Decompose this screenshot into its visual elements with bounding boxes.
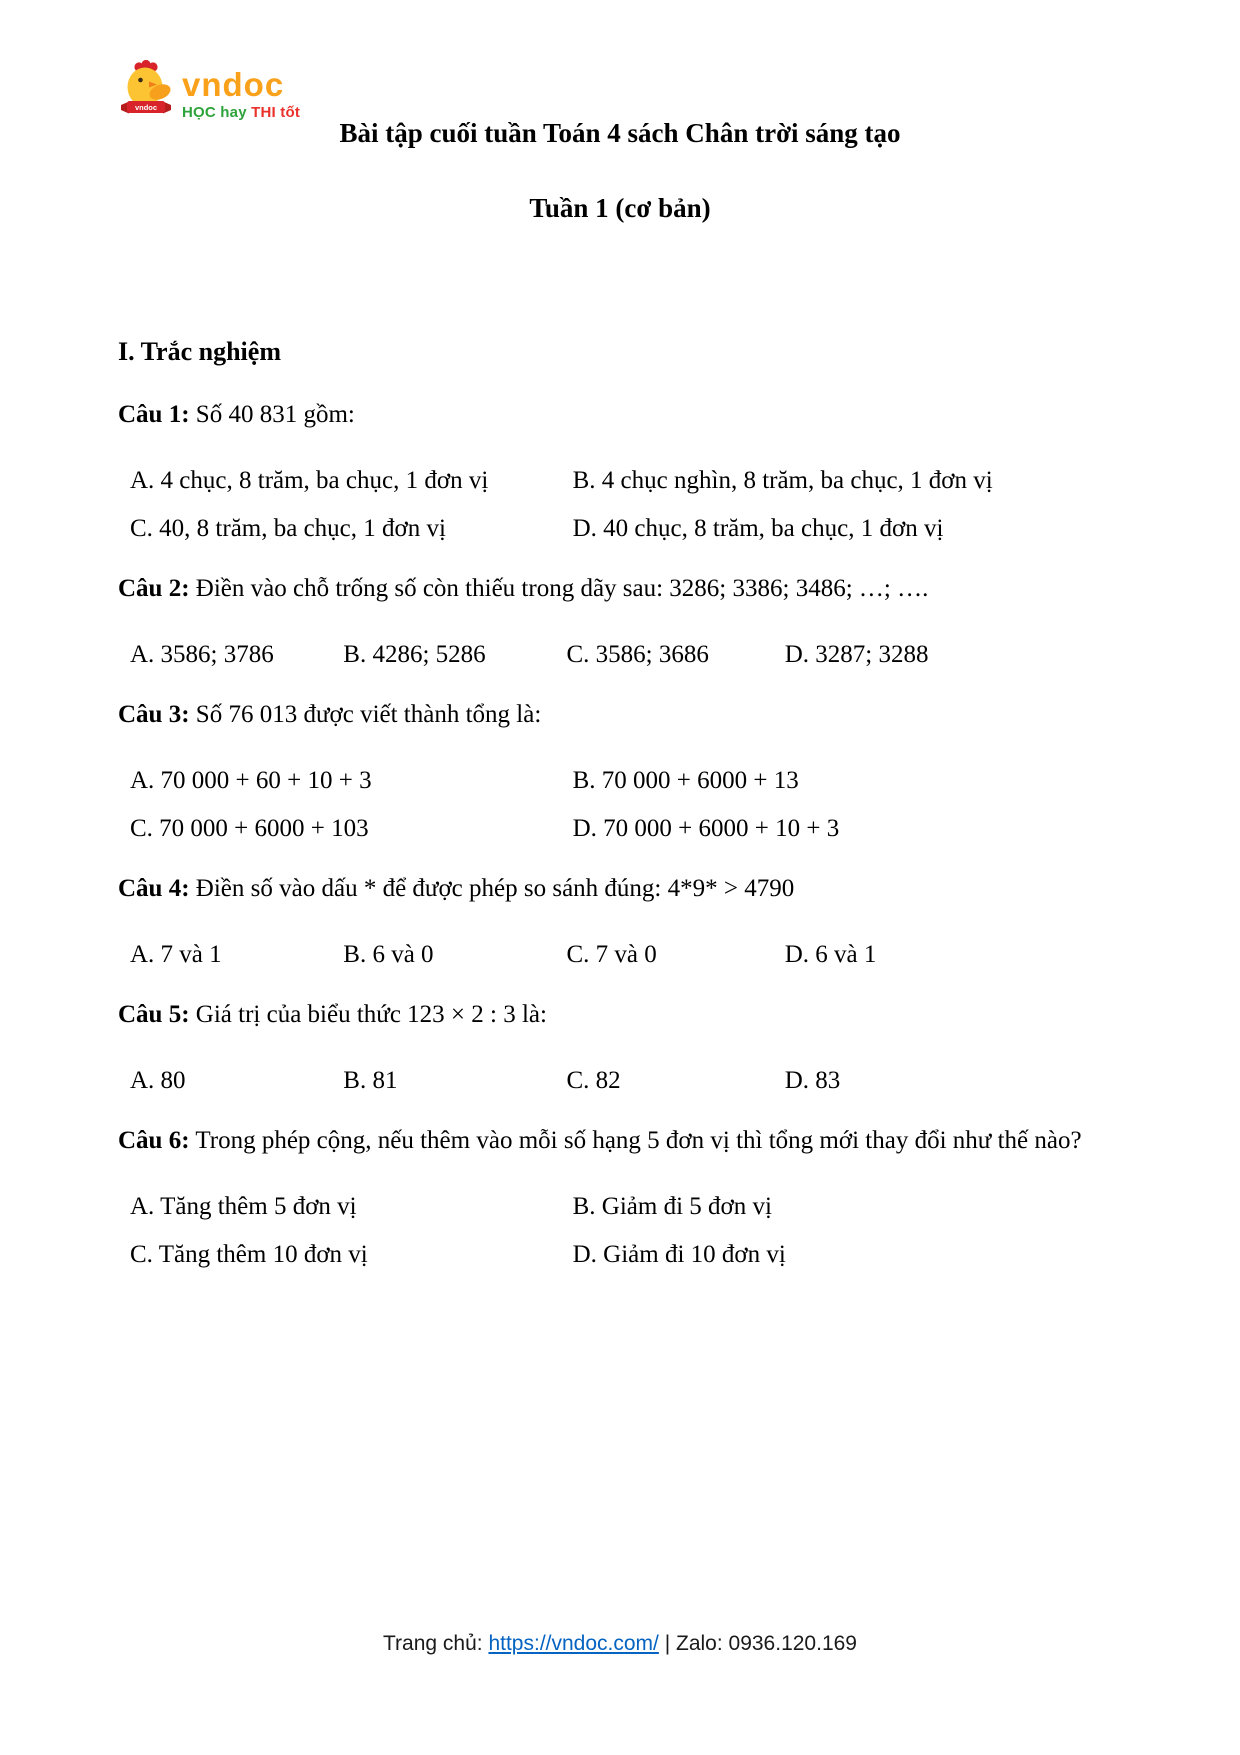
q1-option-c: C. 40, 8 trăm, ba chục, 1 đơn vị xyxy=(130,515,446,542)
q4-option-b: B. 6 và 0 xyxy=(343,941,434,968)
question-5-text: Giá trị của biểu thức 123 × 2 : 3 là: xyxy=(195,1001,547,1028)
question-6-options xyxy=(118,1183,1122,1279)
document-body xyxy=(118,0,1122,1279)
footer-home-link[interactable]: https://vndoc.com/ xyxy=(488,1632,659,1655)
q1-option-b: B. 4 chục nghìn, 8 trăm, ba chục, 1 đơn vị xyxy=(572,467,993,494)
question-4 xyxy=(118,863,1122,915)
tagline-red: THI tốt xyxy=(251,104,301,121)
q5-option-c: C. 82 xyxy=(566,1067,621,1094)
question-block-4 xyxy=(118,863,1122,979)
question-1 xyxy=(118,389,1122,441)
q3-option-d: D. 70 000 + 6000 + 10 + 3 xyxy=(572,815,840,842)
brand-tagline xyxy=(182,104,300,121)
question-2-options xyxy=(118,631,1122,679)
question-3 xyxy=(118,689,1122,741)
question-2-label: Câu 2: xyxy=(118,575,190,602)
question-3-text: Số 76 013 được viết thành tổng là: xyxy=(195,701,542,728)
question-2 xyxy=(118,563,1122,615)
q5-option-b: B. 81 xyxy=(343,1067,398,1094)
footer-zalo-text: | Zalo: 0936.120.169 xyxy=(658,1632,857,1655)
brand-text: vndoc xyxy=(182,66,285,103)
question-1-options xyxy=(118,457,1122,553)
q2-option-a: A. 3586; 3786 xyxy=(130,641,274,668)
q3-option-c: C. 70 000 + 6000 + 103 xyxy=(130,815,369,842)
question-1-text: Số 40 831 gồm: xyxy=(195,401,355,428)
question-5-label: Câu 5: xyxy=(118,1001,190,1028)
question-6-text: Trong phép cộng, nếu thêm vào mỗi số hạng 5 đơn vị thì tổng mới thay đổi như thế nào? xyxy=(195,1127,1082,1154)
q5-option-d: D. 83 xyxy=(784,1067,841,1094)
q6-option-a: A. Tăng thêm 5 đơn vị xyxy=(130,1193,357,1220)
question-block-3 xyxy=(118,689,1122,853)
q2-option-c: C. 3586; 3686 xyxy=(566,641,709,668)
page-subtitle: Tuần 1 (cơ bản) xyxy=(529,193,711,223)
q6-option-b: B. Giảm đi 5 đơn vị xyxy=(572,1193,772,1220)
question-5 xyxy=(118,989,1122,1041)
q2-option-d: D. 3287; 3288 xyxy=(784,641,929,668)
page-footer xyxy=(0,1632,1240,1656)
question-block-1 xyxy=(118,389,1122,553)
q1-option-d: D. 40 chục, 8 trăm, ba chục, 1 đơn vị xyxy=(572,515,944,542)
q4-option-d: D. 6 và 1 xyxy=(784,941,877,968)
question-2-text: Điền vào chỗ trống số còn thiếu trong dãy sau: 3286; 3386; 3486; …; …. xyxy=(195,575,929,602)
q6-option-c: C. Tăng thêm 10 đơn vị xyxy=(130,1241,368,1268)
question-6-label: Câu 6: xyxy=(118,1127,190,1154)
ribbon-text: vndoc xyxy=(134,103,158,112)
q4-option-c: C. 7 và 0 xyxy=(566,941,657,968)
question-5-options xyxy=(118,1057,1122,1105)
question-6 xyxy=(118,1115,1122,1167)
q1-option-a: A. 4 chục, 8 trăm, ba chục, 1 đơn vị xyxy=(130,467,489,494)
tagline-green: HỌC hay xyxy=(182,104,247,121)
q5-option-a: A. 80 xyxy=(130,1067,186,1094)
chicken-mascot-icon xyxy=(114,58,178,122)
brand-logo xyxy=(114,58,300,122)
q6-option-d: D. Giảm đi 10 đơn vị xyxy=(572,1241,786,1268)
footer-home-label: Trang chủ: xyxy=(383,1632,489,1655)
q2-option-b: B. 4286; 5286 xyxy=(343,641,486,668)
question-4-text: Điền số vào dấu * để được phép so sánh đúng: 4*9* > 4790 xyxy=(195,875,795,902)
q4-option-a: A. 7 và 1 xyxy=(130,941,222,968)
question-4-options xyxy=(118,931,1122,979)
question-4-label: Câu 4: xyxy=(118,875,190,902)
page-title: Bài tập cuối tuần Toán 4 sách Chân trời sáng tạo xyxy=(339,118,901,148)
q3-option-a: A. 70 000 + 60 + 10 + 3 xyxy=(130,767,372,794)
question-3-options xyxy=(118,757,1122,853)
section-heading: I. Trắc nghiệm xyxy=(118,337,281,366)
question-block-2 xyxy=(118,563,1122,679)
question-block-5 xyxy=(118,989,1122,1105)
q3-option-b: B. 70 000 + 6000 + 13 xyxy=(572,767,799,794)
question-block-6 xyxy=(118,1115,1122,1279)
question-1-label: Câu 1: xyxy=(118,401,190,428)
question-3-label: Câu 3: xyxy=(118,701,190,728)
